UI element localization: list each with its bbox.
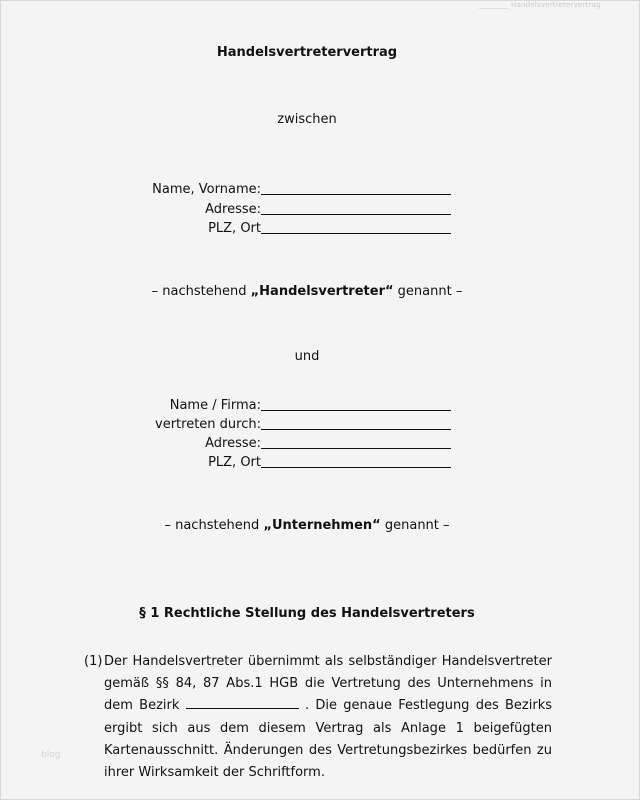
party1-designation: [1, 284, 613, 299]
paragraph-1: [84, 651, 552, 784]
fill-line[interactable]: [261, 214, 451, 215]
field-label: PLZ, Ort: [208, 455, 261, 470]
field-plz-ort[interactable]: [1, 220, 640, 238]
fill-line[interactable]: [261, 429, 451, 430]
designation-term: „Handelsvertreter“: [250, 284, 394, 299]
field-label: Name, Vorname:: [152, 182, 261, 197]
field-label: vertreten durch:: [155, 417, 261, 432]
field-name-firma[interactable]: [1, 397, 640, 415]
designation-prefix: – nachstehend: [151, 284, 251, 299]
paragraph-number: (1): [84, 654, 103, 669]
designation-suffix: genannt –: [380, 518, 450, 533]
fill-line[interactable]: [261, 194, 451, 195]
designation-prefix: – nachstehend: [164, 518, 264, 533]
field-adresse[interactable]: [1, 201, 640, 219]
designation-term: „Unternehmen“: [263, 518, 381, 533]
watermark-top: ________ Handelsvertretervertrag: [479, 1, 601, 9]
field-label: Name / Firma:: [169, 398, 261, 413]
section-heading: § 1 Rechtliche Stellung des Handelsvertreters: [139, 606, 475, 621]
watermark-blog: blog: [41, 750, 61, 760]
fill-line[interactable]: [261, 410, 451, 411]
field-adresse[interactable]: [1, 435, 640, 453]
text-after-blank: . Die genaue Festlegung des Bezirks ergibt sich aus dem diesem Vertrag als Anlage 1 beigefügten Kartenausschnitt. Änderungen des Vertretungsbezirkes bedürfen zu ihrer Wirksamkeit der Schriftform.: [104, 698, 552, 781]
text-before-blank: Der Handelsvertreter übernimmt als selbständiger Handelsvertreter gemäß §§ 84, 87 Abs.1 HGB die Vertretung des Unternehmens in dem Bezirk: [104, 654, 552, 714]
party2-designation: [1, 518, 613, 533]
field-label: Adresse:: [205, 202, 261, 217]
paragraph-text: [104, 651, 552, 784]
field-name-vorname[interactable]: [1, 181, 640, 199]
between-label: zwischen: [277, 112, 337, 127]
field-vertreten-durch[interactable]: [1, 416, 640, 434]
field-plz-ort[interactable]: [1, 454, 640, 472]
fill-line[interactable]: [261, 233, 451, 234]
field-label: PLZ, Ort: [208, 221, 261, 236]
document-title: Handelsvertretervertrag: [216, 45, 398, 60]
field-label: Adresse:: [205, 436, 261, 451]
and-label: und: [294, 349, 320, 364]
designation-suffix: genannt –: [393, 284, 463, 299]
fill-line[interactable]: [261, 467, 451, 468]
bezirk-blank-line[interactable]: [186, 696, 299, 709]
fill-line[interactable]: [261, 448, 451, 449]
